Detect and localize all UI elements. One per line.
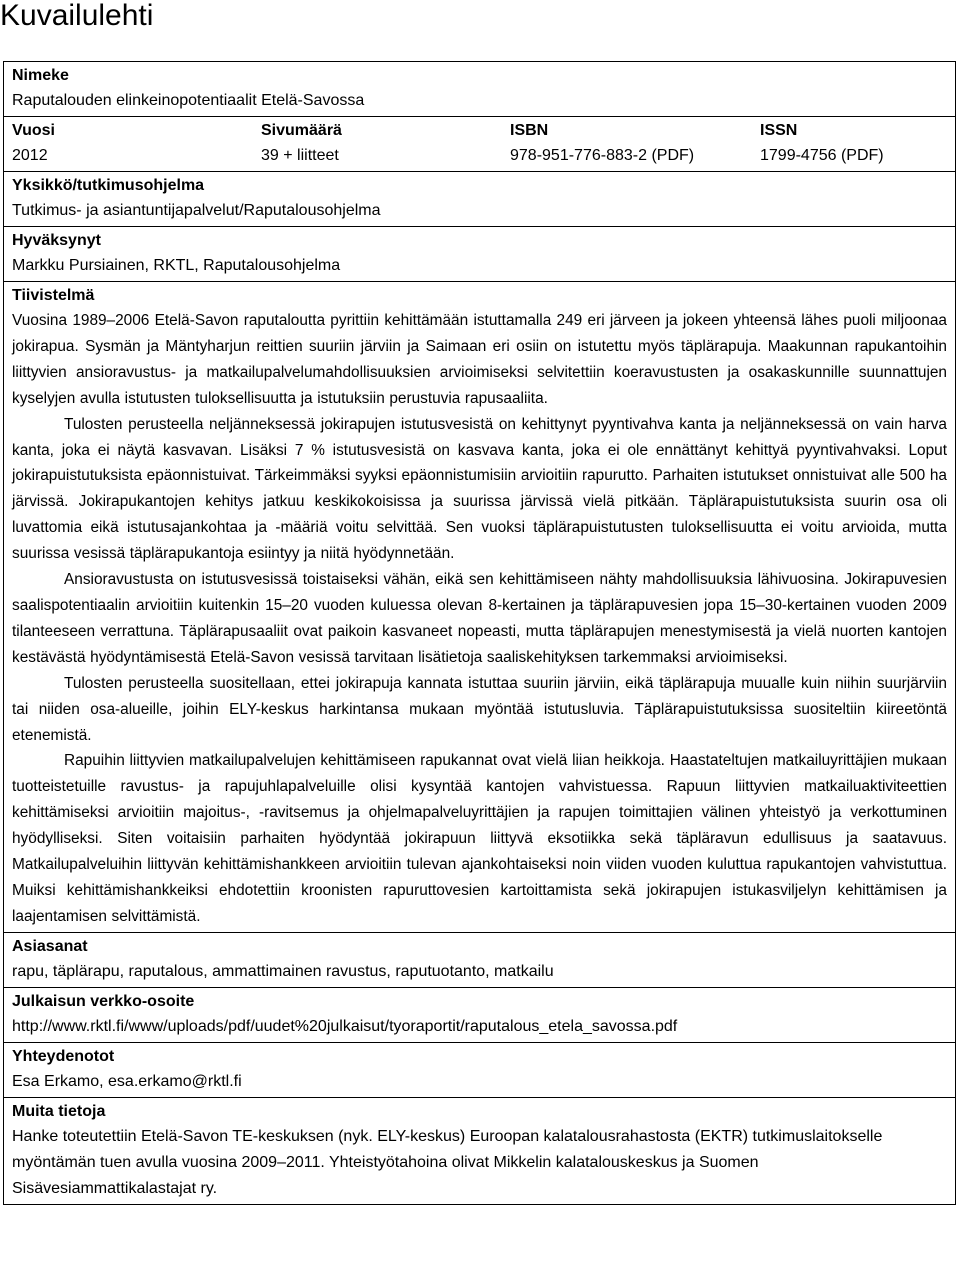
abstract-paragraph: Tulosten perusteella suositellaan, ettei jokirapuja kannata istuttaa suuriin järviin, eikä täplärapuja muualle kuin niihin suurjärviin tai niiden osa-alueille, joihin ELY-keskus harkintansa mukaan myöntää istutusluvia. Täplärapuistutuksissa suositeltiin kiireetöntä etenemistä. — [12, 674, 947, 744]
abstract-paragraph: Rapuihin liittyvien matkailupalvelujen kehittämiseen rapukannat ovat vielä liian heikkoja. Haastateltujen matkailuyrittäjien mukaan tuotteistetuille ravustus- ja rapujuhlapalveluille olisi kysyntää kantojen vahvistuessa. Rapuun liittyvien matkailuaktiviteettien kehittämiseksi arvioitiin majoitus-, -ravitsemus ja ohjelmapalveluyrittäjien ja rapujen toimittajien välinen yhteistyö ja verkottuminen hyödylliseksi. Siten voitaisiin parhaiten hyödyntää jokirapuun liittyvä eksotiikka sekä täpläravun edullisuus ja saatavuus. Matkailupalveluihin liittyvän kehittämishankkeen arvioitiin tulevan ajankohtaiseksi noin viiden vuoden kuluttua rapukantojen vahvistuttua. Muiksi kehittämishankkeiksi ehdotettiin kroonisten rapuruttovesien kartoittamista sekä jokirapujen istukasviljelyn kehittämisen ja laajentamisen selvittämistä. — [12, 752, 947, 925]
unit-value: Tutkimus- ja asiantuntijapalvelut/Raputalousohjelma — [12, 202, 381, 219]
year-cell — [4, 117, 253, 171]
title-label: Nimeke — [12, 67, 69, 84]
page-title: Kuvailulehti — [0, 0, 154, 32]
abstract-paragraph: Tulosten perusteella neljänneksessä jokirapujen istutusvesistä on kehittynyt pyyntivahva kanta ja neljänneksessä on vain harva kanta, joka ei näytä kasvavan. Lisäksi 7 % istutusvesistä on kasvava kanta, joka ei ole ennättänyt kehittyä pyyntivahvaksi. Loput jokirapuistutuksista epäonnistuivat. Tärkeimmäksi syyksi epäonnistumisiin arvioitiin rapurutto. Parhaiten istutukset onnistuivat alle 500 ha järvissä. Jokirapukantojen kehitys jatkuu keskikokoisissa ja suurissa järvissä vielä pitkään. Täplärapuistutuksista suurin osa oli luvattomia eikä istutusajankohtaa ja -määriä voitu selvittää. Sen vuoksi täplärapuistutusten tuloksellisuutta ei voitu arvioida, mutta suurissa vesissä täplärapukantoja esiintyy ja niitä hyödynnetään. — [12, 415, 947, 563]
approved-value: Markku Pursiainen, RKTL, Raputalousohjelma — [12, 257, 341, 274]
contact-label: Yhteydenotot — [12, 1047, 115, 1065]
keywords-row — [4, 933, 955, 988]
title-value: Raputalouden elinkeinopotentiaalit Etelä-Savossa — [12, 92, 365, 109]
pages-cell — [253, 117, 502, 171]
description-form — [3, 61, 956, 1205]
abstract-label: Tiivistelmä — [12, 287, 95, 304]
abstract-row — [4, 282, 955, 933]
year-value: 2012 — [12, 147, 48, 164]
url-label: Julkaisun verkko-osoite — [12, 992, 195, 1010]
unit-row — [4, 172, 955, 227]
isbn-value: 978-951-776-883-2 (PDF) — [510, 147, 695, 164]
title-row — [4, 62, 955, 117]
isbn-cell — [502, 117, 752, 171]
other-info-label: Muita tietoja — [12, 1102, 106, 1120]
other-info-row — [4, 1098, 955, 1204]
pages-value: 39 + liitteet — [261, 147, 339, 164]
approved-row — [4, 227, 955, 282]
pages-label: Sivumäärä — [261, 122, 342, 139]
unit-label: Yksikkö/tutkimusohjelma — [12, 177, 205, 194]
contact-value: Esa Erkamo, esa.erkamo@rktl.fi — [12, 1072, 242, 1090]
contact-row — [4, 1043, 955, 1098]
publication-info-row — [4, 117, 955, 172]
keywords-label: Asiasanat — [12, 937, 88, 955]
approved-label: Hyväksynyt — [12, 232, 101, 249]
url-row — [4, 988, 955, 1043]
issn-cell — [752, 117, 955, 171]
issn-label: ISSN — [760, 122, 798, 139]
abstract-paragraph: Vuosina 1989–2006 Etelä-Savon raputaloutta pyrittiin kehittämään istuttamalla 249 eri järveen ja jokeen yhteensä lähes puoli miljoonaa jokirapua. Sysmän ja Mäntyharjun reittien suuriin järviin ja Saimaan eri osiin on istutettu myös täplärapuja. Maakunnan rapukantoihin liittyvien ansioravustus- ja matkailupalvelumahdollisuuksien arvioimiseksi selvitettiin koeravustusten ja osakaskunnille suunnattujen kyselyjen avulla istutusten tuloksellisuutta ja istutuksiin perustuvia rapusaaliita. — [12, 312, 947, 407]
year-label: Vuosi — [12, 122, 55, 139]
isbn-label: ISBN — [510, 122, 549, 139]
publication-url-link[interactable]: http://www.rktl.fi/www/uploads/pdf/uudet%20julkaisut/tyoraportit/raputalous_etela_savossa.pdf — [12, 1017, 678, 1035]
issn-value: 1799-4756 (PDF) — [760, 147, 884, 164]
keywords-value: rapu, täplärapu, raputalous, ammattimainen ravustus, raputuotanto, matkailu — [12, 962, 554, 980]
other-info-value: Hanke toteutettiin Etelä-Savon TE-keskuksen (nyk. ELY-keskus) Euroopan kalatalousrahastosta (EKTR) tutkimuslaitokselle myöntämän tuen avulla vuosina 2009–2011. Yhteistyötahoina olivat Mikkelin kalatalouskeskus ja Suomen Sisävesiammattikalastajat ry. — [12, 1127, 883, 1197]
abstract-paragraph: Ansioravustusta on istutusvesissä toistaiseksi vähän, eikä sen kehittämiseen nähty mahdollisuuksia lähivuosina. Jokirapuvesien saalispotentiaalin arvioitiin kuitenkin 15–20 vuoden kuluessa olevan 8-kertainen ja täplärapuvesien jopa 15–30-kertainen vuoden 2009 tilanteeseen verrattuna. Täplärapusaaliit ovat paikoin kasvaneet nopeasti, mutta täplärapujen menestymisestä ja vielä nuorten kantojen kestävästä hyödyntämisestä Etelä-Savon vesissä tarvitaan lisätietoja saaliskehityksen tarkemmaksi arvioimiseksi. — [12, 571, 947, 666]
